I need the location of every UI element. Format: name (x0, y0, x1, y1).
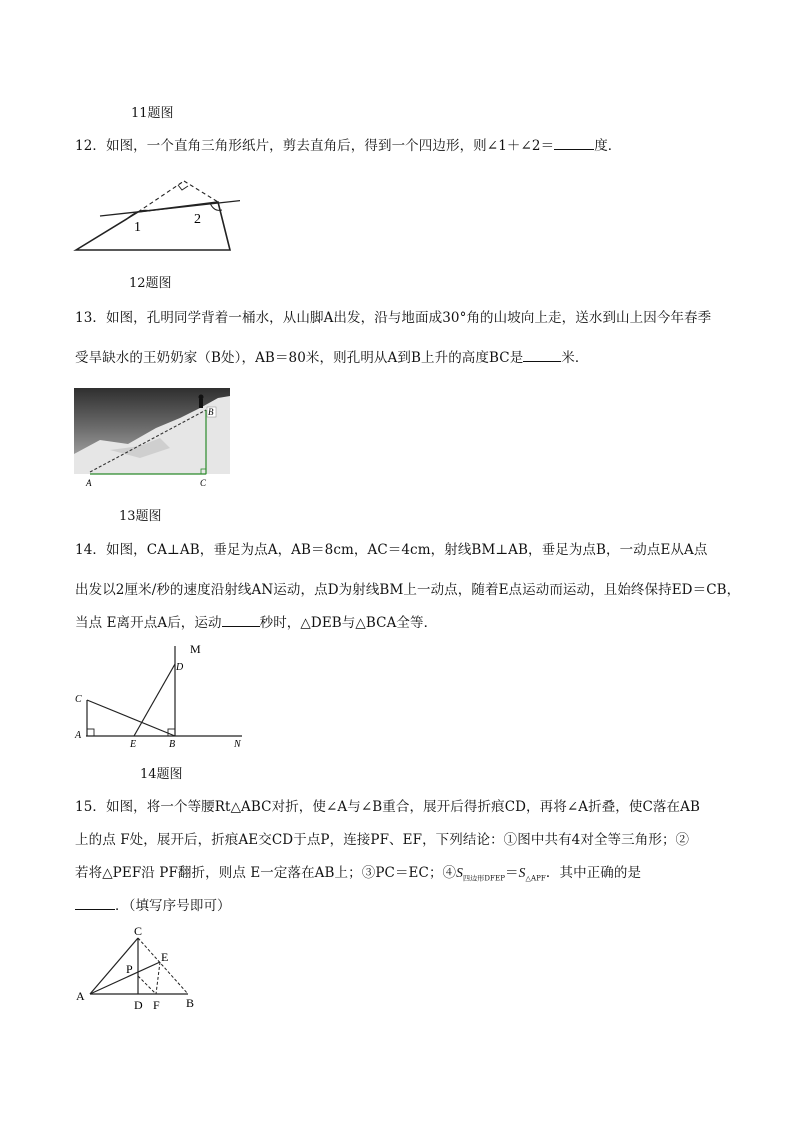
q15-s-left: S (456, 865, 464, 880)
q15-text: 若将△PEF沿 PF翻折，则点 E一定落在AB上；③PC＝EC；④ (75, 865, 457, 881)
fig14-label-A: A (75, 730, 82, 741)
q14-text: 当点 E离开点A后，运动 (75, 615, 222, 631)
question-15-line3 (75, 861, 641, 884)
fig15-label-C: C (134, 926, 143, 938)
q15-s-right-sub: △APF (525, 874, 546, 883)
fig14-label-B: B (169, 739, 176, 750)
fig14-label-D: D (176, 662, 184, 673)
fig15-segment-CB (138, 938, 188, 994)
figure-12 (70, 172, 240, 257)
fig15-label-D: D (134, 998, 143, 1012)
fig15-label-E: E (161, 950, 169, 964)
fig12-label-1: 1 (134, 220, 141, 235)
question-15-line1: 15．如图，将一个等腰Rt△ABC对折，使∠A与∠B重合，展开后得折痕CD，再将∠A折叠，使C落在AB (75, 799, 701, 815)
question-14-line3 (75, 611, 437, 631)
fig12-label-2: 2 (194, 212, 201, 227)
question-13-line1: 13．如图，孔明同学背着一桶水，从山脚A出发，沿与地面成30°角的山坡向上走，送水到山上因今年春季 (75, 310, 712, 326)
figure-15 (70, 926, 205, 1014)
caption-11: 11题图 (131, 106, 174, 121)
question-15-line4 (75, 894, 231, 914)
q12-text: 12．如图，一个直角三角形纸片，剪去直角后，得到一个四边形，则∠1＋∠2＝ (75, 138, 555, 154)
fig12-dashed-right (184, 181, 218, 202)
fig12-right-angle-mark (178, 185, 188, 190)
fig15-segment-PF (138, 976, 156, 994)
caption-14: 14题图 (140, 767, 183, 782)
fig13-climber-body (199, 399, 203, 408)
fig13-label-B: B (208, 407, 214, 417)
q15-s-right: S (518, 865, 526, 880)
question-13-line2 (75, 346, 589, 366)
fig13-label-A: A (86, 478, 92, 488)
fig14-label-E: E (130, 739, 137, 750)
fig14-label-N: N (234, 739, 241, 750)
fig13-climber-head (199, 395, 204, 400)
q15-answer-blank[interactable] (75, 897, 115, 910)
fig15-label-A: A (76, 989, 85, 1003)
fig13-label-C: C (200, 478, 207, 488)
fig14-label-M: M (190, 642, 201, 656)
question-15-line2: 上的点 F处，展开后，折痕AE交CD于点P，连接PF、EF，下列结论：①图中共有4对全等三角形；② (75, 832, 690, 848)
fig15-label-P: P (126, 962, 133, 976)
q12-unit: 度． (594, 138, 622, 154)
question-14-line1: 14．如图，CA⊥AB，垂足为点A，AB＝8cm，AC＝4cm，射线BM⊥AB，垂足为点B，一动点E从A点 (75, 542, 708, 558)
q13-text: 受旱缺水的王奶奶家（B处），AB＝80米，则孔明从A到B上升的高度BC是 (75, 350, 524, 366)
figure-14 (70, 640, 255, 752)
caption-13: 13题图 (119, 509, 162, 524)
fig14-segment-ED (134, 664, 175, 736)
fig14-label-C: C (75, 694, 82, 705)
fig15-segment-AE (90, 962, 160, 994)
q12-answer-blank[interactable] (554, 137, 594, 150)
question-12 (75, 134, 621, 154)
fig15-segment-EF (156, 962, 160, 994)
fig14-segment-CB (87, 700, 175, 736)
caption-12: 12题图 (129, 276, 172, 291)
fig12-quadrilateral (76, 202, 230, 250)
fig14-right-angle-A (87, 729, 94, 736)
q13-answer-blank[interactable] (523, 349, 561, 362)
fig15-label-F: F (153, 998, 160, 1012)
question-14-line2: 出发以2厘米/秒的速度沿射线AN运动，点D为射线BM上一动点，随着E点运动而运动，且始终保持ED＝CB， (75, 582, 741, 598)
q13-unit: 米． (561, 350, 589, 366)
fig15-label-B: B (186, 996, 195, 1010)
figure-13 (70, 388, 240, 488)
q14-text-end: 秒时，△DEB与△BCA全等． (259, 615, 438, 631)
q14-answer-blank[interactable] (222, 614, 260, 627)
q15-s-eq: ＝ (505, 865, 519, 881)
q15-text-end: ．其中正确的是 (545, 865, 642, 881)
q15-s-left-sub: 四边形DFEP (463, 874, 506, 883)
q15-text-fill: ．（填写序号即可） (115, 898, 231, 914)
